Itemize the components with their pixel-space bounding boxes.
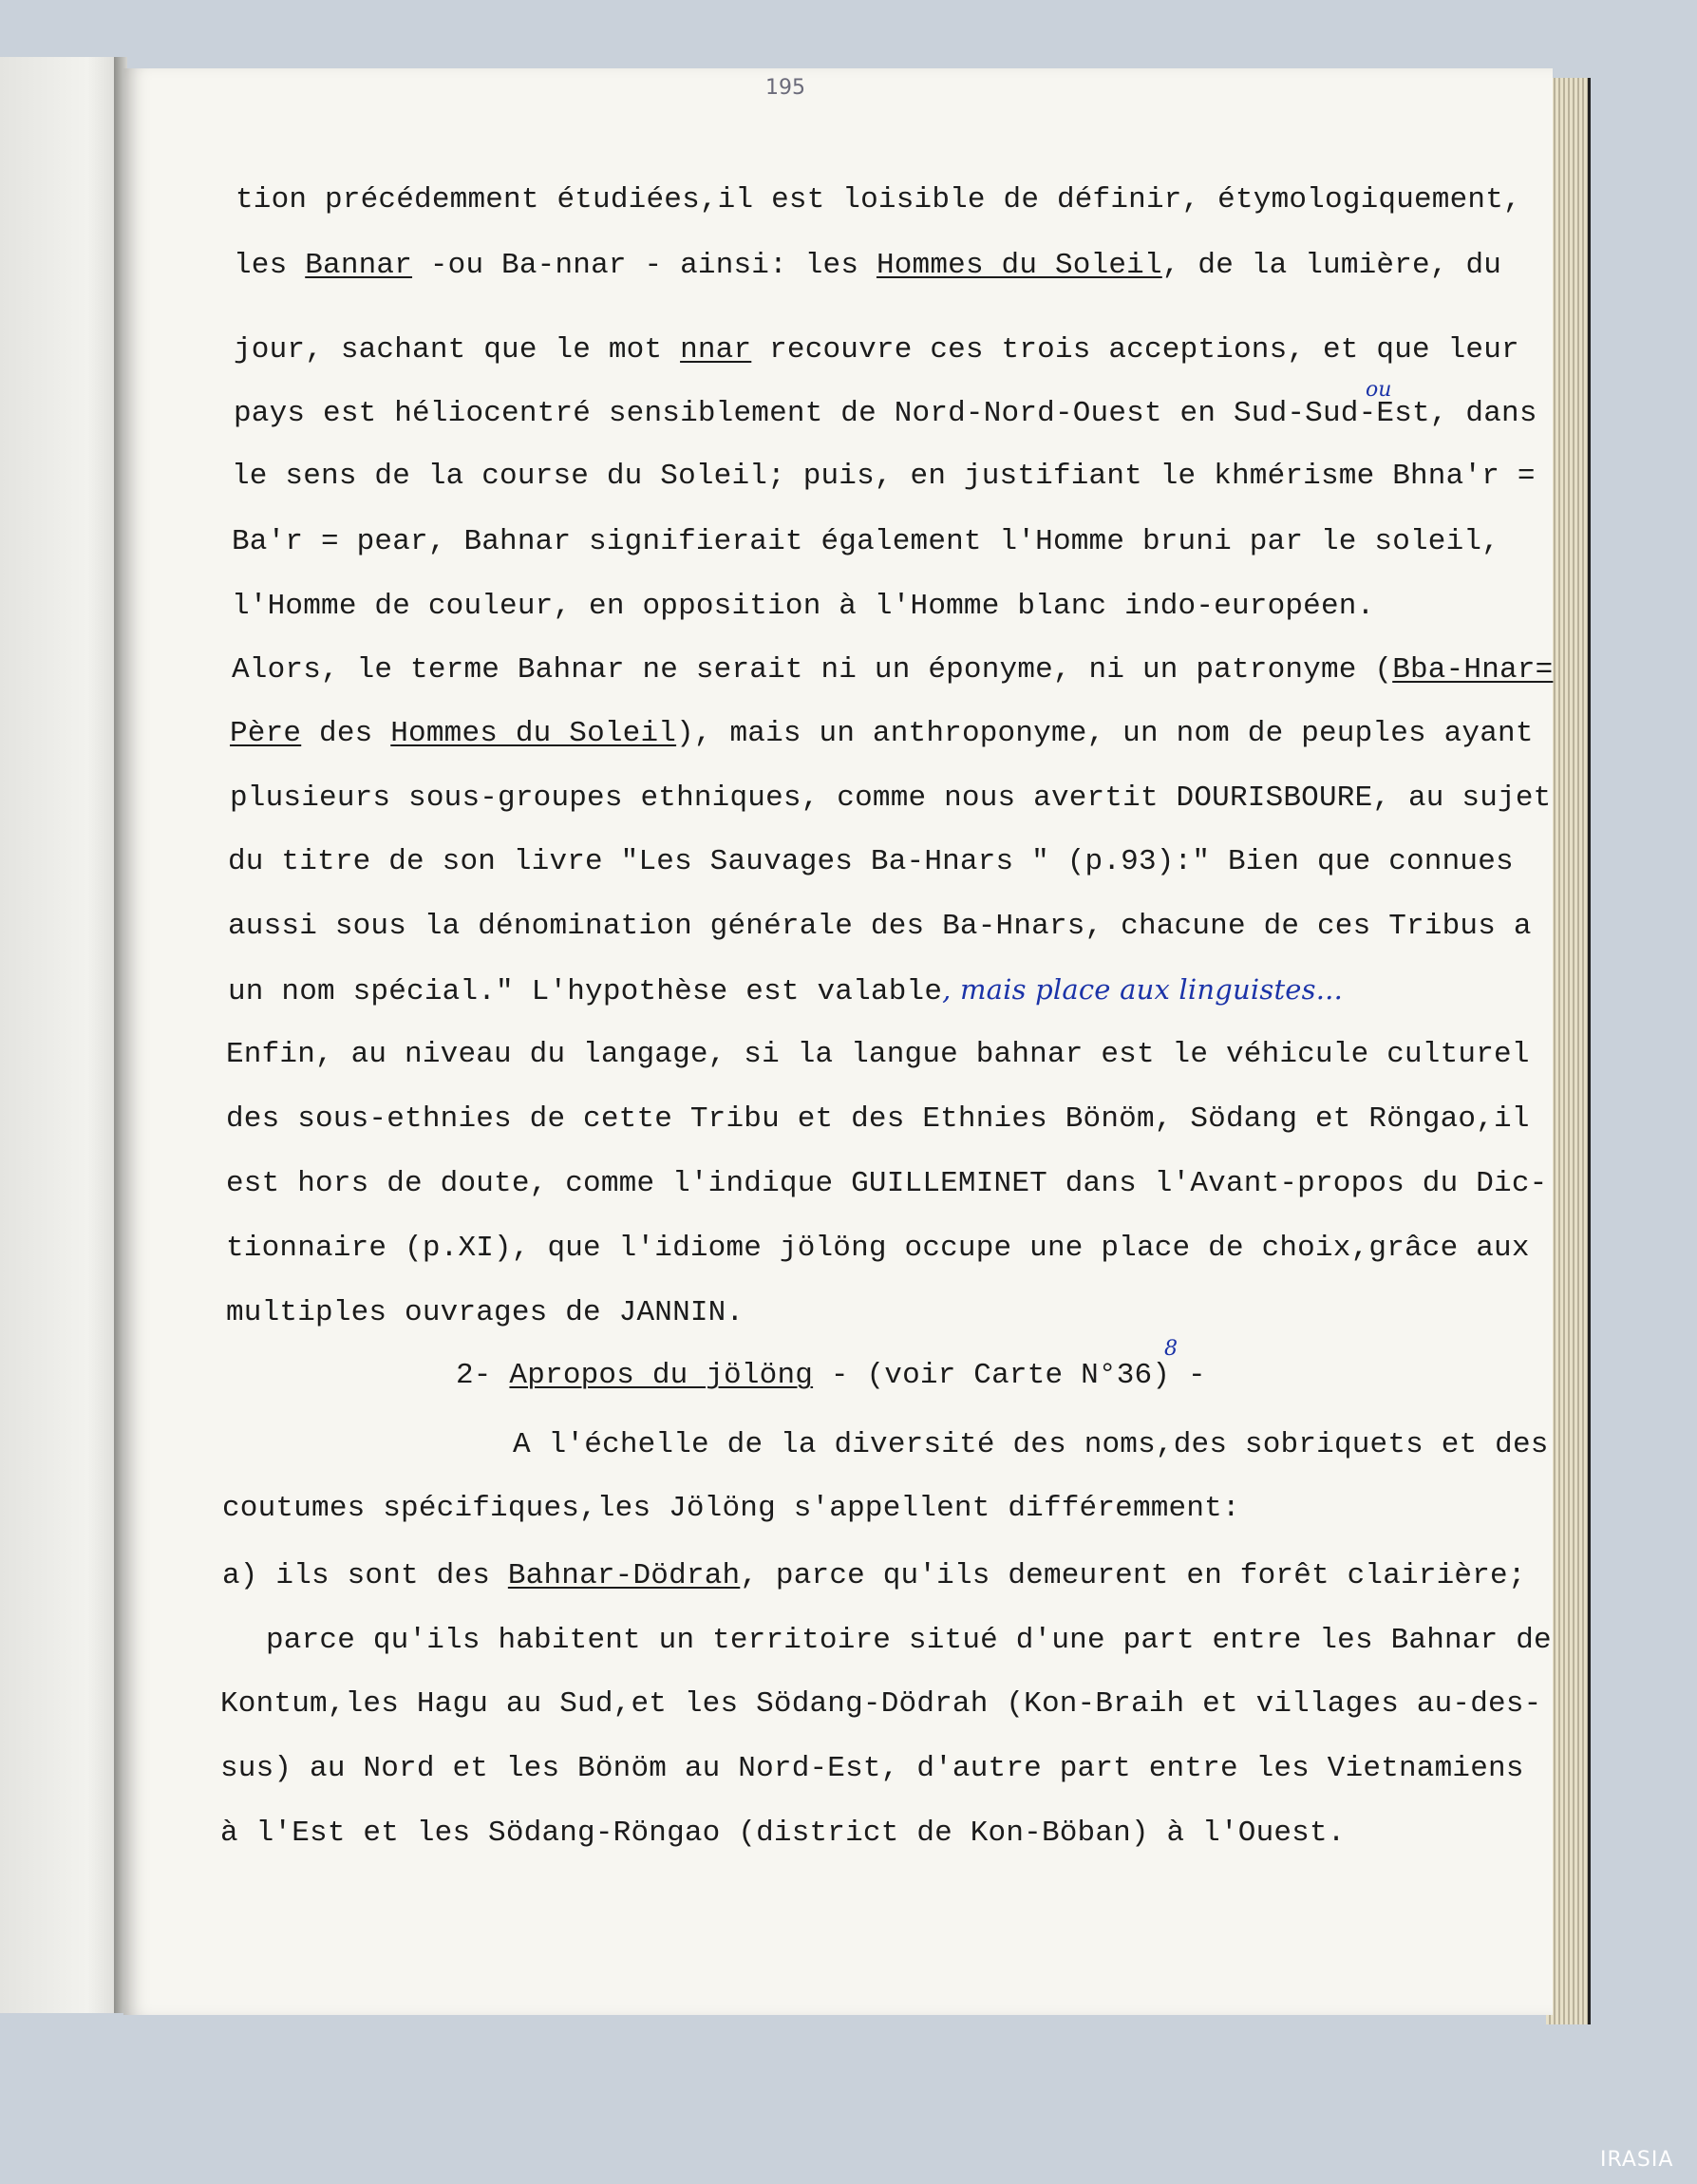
text-line: multiples ouvrages de JANNIN. [226,1296,745,1329]
text-line: pays est héliocentré sensiblement de Nord-Nord-Ouest en Sud-Sud-Est, dans [234,397,1537,430]
text-line: plusieurs sous-groupes ethniques, comme nous avertit DOURISBOURE, au sujet [230,781,1552,815]
text-line: à l'Est et les Södang-Röngao (district de Kon-Böban) à l'Ouest. [220,1817,1346,1850]
text-line: Kontum,les Hagu au Sud,et les Södang-Dödrah (Kon-Braih et villages au-des- [220,1687,1542,1721]
text-line: des sous-ethnies de cette Tribu et des Ethnies Bönöm, Södang et Röngao,il [226,1102,1530,1136]
text-line: Ba'r = pear, Bahnar signifierait également l'Homme bruni par le soleil, [232,525,1500,558]
folio-number: 195 [765,76,805,100]
facing-page [0,57,127,2013]
text-line: un nom spécial." L'hypothèse est valable, mais place aux linguistes... [228,973,1343,1008]
text-line: Père des Hommes du Soleil), mais un anthroponyme, un nom de peuples ayant [230,717,1534,750]
text-line: l'Homme de couleur, en opposition à l'Homme blanc indo-européen. [232,590,1375,623]
section-heading: 2- Apropos du jölöng - (voir Carte N°36) - [456,1359,1206,1392]
text-line: parce qu'ils habitent un territoire situé d'une part entre les Bahnar de [266,1624,1552,1657]
handwritten-note: 8 [1164,1337,1178,1361]
text-line: tion précédemment étudiées,il est loisible de définir, étymologiquement, [236,183,1521,217]
handwritten-note: ou [1366,378,1392,402]
text-line: Alors, le terme Bahnar ne serait ni un éponyme, ni un patronyme (Bba-Hnar= [232,653,1554,687]
text-line: est hors de doute, comme l'indique GUILLEMINET dans l'Avant-propos du Dic- [226,1167,1548,1200]
text-line: le sens de la course du Soleil; puis, en justifiant le khmérisme Bhna'r = [232,460,1536,493]
text-line: a) ils sont des Bahnar-Dödrah, parce qu'ils demeurent en forêt clairière; [222,1559,1526,1592]
page-edges [1546,78,1591,2024]
text-line: coutumes spécifiques,les Jölöng s'appellent différemment: [222,1492,1240,1525]
watermark: IRASIA [1600,2148,1674,2172]
text-line: les Bannar -ou Ba-nnar - ainsi: les Hommes du Soleil, de la lumière, du [234,249,1502,282]
text-line: aussi sous la dénomination générale des Ba-Hnars, chacune de ces Tribus a [228,910,1532,943]
text-line: A l'échelle de la diversité des noms,des sobriquets et des [513,1428,1549,1461]
text-line: jour, sachant que le mot nnar recouvre ces trois acceptions, et que leur [234,333,1519,367]
text-line: Enfin, au niveau du langage, si la langue bahnar est le véhicule culturel [226,1038,1530,1071]
handwritten-annotation: , mais place aux linguistes... [942,973,1343,1006]
text-line: du titre de son livre "Les Sauvages Ba-Hnars " (p.93):" Bien que connues [228,845,1514,878]
text-line: sus) au Nord et les Bönöm au Nord-Est, d'autre part entre les Vietnamiens [220,1752,1524,1785]
text-line: tionnaire (p.XI), que l'idiome jölöng occupe une place de choix,grâce aux [226,1232,1530,1265]
